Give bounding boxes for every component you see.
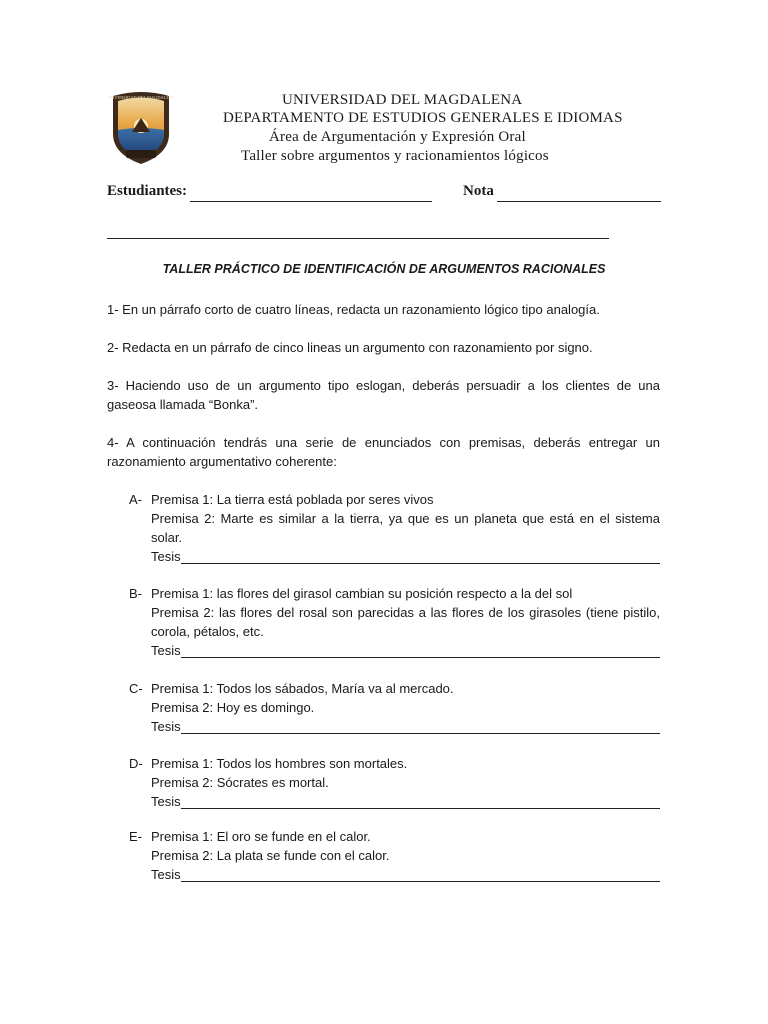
premise-2: Premisa 2: Sócrates es mortal. [151, 775, 329, 790]
premise-2: Premisa 2: las flores del rosal son parecidas a las flores de los girasoles (tiene pistilo, corola, pétalos, etc. [151, 605, 660, 639]
question-1: 1- En un párrafo corto de cuatro líneas, redacta un razonamiento lógico tipo analogía. [107, 302, 600, 317]
thesis-field[interactable] [181, 657, 660, 658]
header-area: Área de Argumentación y Expresión Oral [269, 129, 526, 145]
grade-field[interactable] [497, 201, 661, 202]
thesis-label: Tesis [151, 794, 181, 809]
premise-1: Premisa 1: La tierra está poblada por seres vivos [151, 492, 434, 507]
item-letter: E- [129, 829, 142, 844]
premise-1: Premisa 1: El oro se funde en el calor. [151, 829, 371, 844]
page-title: TALLER PRÁCTICO DE IDENTIFICACIÓN DE ARGUMENTOS RACIONALES [162, 262, 606, 276]
header-workshop: Taller sobre argumentos y racionamientos lógicos [241, 148, 549, 164]
item-letter: A- [129, 492, 142, 507]
header-department: DEPARTAMENTO DE ESTUDIOS GENERALES E IDIOMAS [223, 110, 623, 126]
header-university: UNIVERSIDAD DEL MAGDALENA [282, 92, 523, 108]
logo-arc-text: UNIVERSIDAD DEL MAGDALENA [108, 95, 174, 100]
thesis-label: Tesis [151, 549, 181, 564]
premise-1: Premisa 1: Todos los hombres son mortales. [151, 756, 408, 771]
students-label: Estudiantes: [107, 183, 188, 199]
university-logo [108, 88, 174, 166]
premise-2: Premisa 2: Hoy es domingo. [151, 700, 315, 715]
premise-2: Premisa 2: La plata se funde con el calor. [151, 848, 390, 863]
question-2: 2- Redacta en un párrafo de cinco lineas un argumento con razonamiento por signo. [107, 340, 593, 355]
thesis-label: Tesis [151, 643, 181, 658]
thesis-label: Tesis [151, 867, 181, 882]
premise-1: Premisa 1: las flores del girasol cambian su posición respecto a la del sol [151, 586, 573, 601]
students-field[interactable] [190, 201, 432, 202]
thesis-field[interactable] [181, 733, 660, 734]
item-letter: B- [129, 586, 142, 601]
question-4: 4- A continuación tendrás una serie de enunciados con premisas, deberás entregar un razonamiento argumentativo coherente: [107, 435, 660, 469]
question-3: 3- Haciendo uso de un argumento tipo eslogan, deberás persuadir a los clientes de una gaseosa llamada “Bonka”. [107, 378, 660, 412]
premise-1: Premisa 1: Todos los sábados, María va al mercado. [151, 681, 454, 696]
students-field-line2[interactable] [107, 238, 609, 239]
item-letter: D- [129, 756, 143, 771]
thesis-field[interactable] [181, 881, 660, 882]
thesis-field[interactable] [181, 563, 660, 564]
grade-label: Nota [463, 183, 494, 199]
premise-2: Premisa 2: Marte es similar a la tierra, ya que es un planeta que está en el sistema solar. [151, 511, 660, 545]
item-letter: C- [129, 681, 143, 696]
thesis-label: Tesis [151, 719, 181, 734]
thesis-field[interactable] [181, 808, 660, 809]
